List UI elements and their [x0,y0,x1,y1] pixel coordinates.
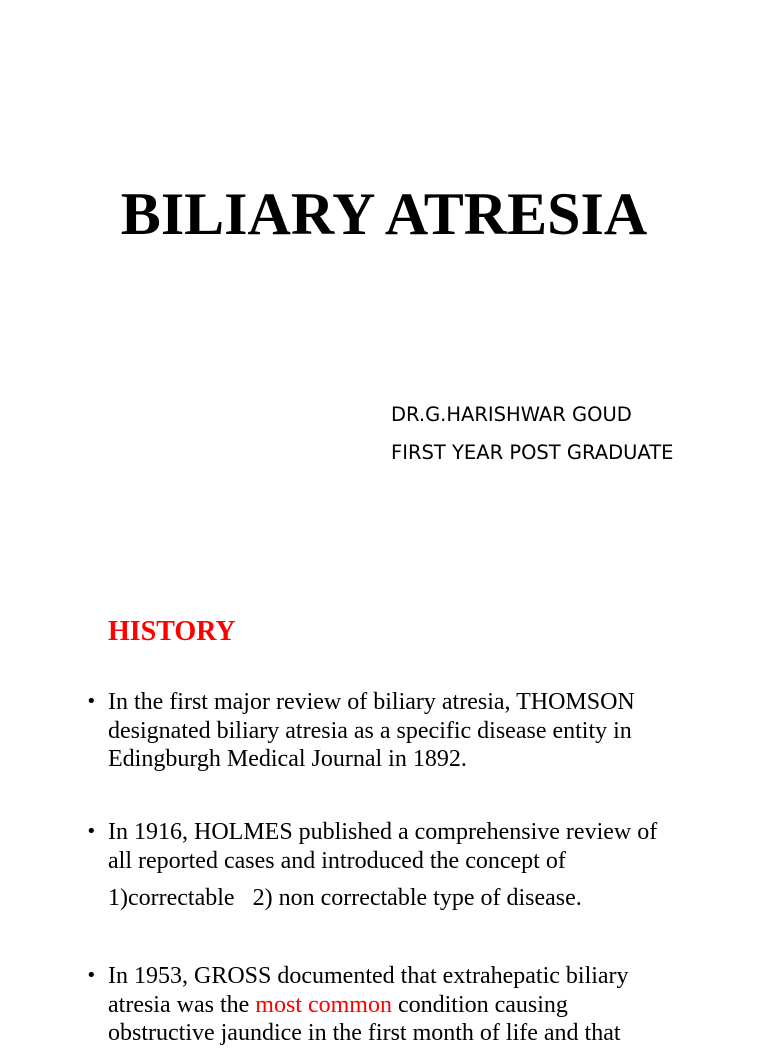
bullet-line: obstructive jaundice in the first month of life and that [108,1020,621,1046]
bullet-dot-icon: • [86,965,97,986]
bullet-dot-icon: • [86,821,97,842]
bullet-line: all reported cases and introduced the concept of [108,847,566,874]
bullet-line: In the first major review of biliary atresia, THOMSON [108,689,635,715]
bullet-line: 1)correctable 2) non correctable type of disease. [108,885,582,911]
bullet-dot-icon: • [86,691,97,712]
bullet-line: designated biliary atresia as a specific disease entity in [108,717,632,744]
bullet-line: In 1953, GROSS documented that extrahepatic biliary [108,963,629,989]
bullet-text [108,962,726,1048]
bullet-line: In 1916, HOLMES published a comprehensive review of [108,819,658,845]
bullet-item [86,818,726,913]
bullet-text-segment: atresia was the [108,991,256,1018]
bullet-item [86,962,726,1048]
bullet-text [108,688,726,774]
bullet-line: Edingburgh Medical Journal in 1892. [108,746,467,772]
section-heading-history: HISTORY [108,616,236,647]
bullet-text-segment: condition causing [391,991,568,1018]
highlight-most-common: most common [255,991,392,1018]
bullet-text [108,818,726,913]
bullet-line [108,991,726,1020]
author-name: DR.G.HARISHWAR GOUD [391,403,632,426]
slide-title: BILIARY ATRESIA [120,181,648,247]
author-role: FIRST YEAR POST GRADUATE [391,441,674,464]
bullet-item [86,688,726,774]
